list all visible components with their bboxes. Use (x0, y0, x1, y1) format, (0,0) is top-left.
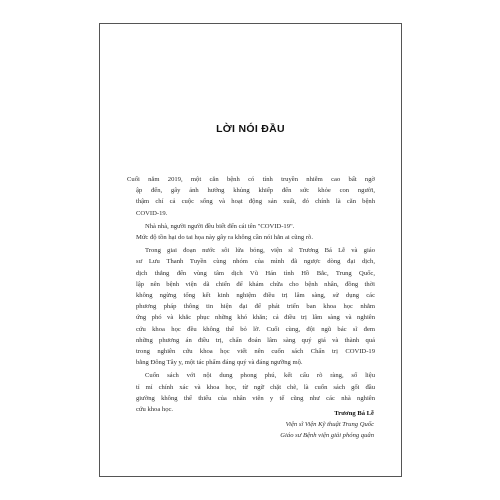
paragraph-line: sư Lưu Thanh Tuyền cùng nhóm của mình đã ngược dòng đại dịch, (136, 258, 375, 266)
paragraph-line: không ngừng tổng kết kinh nghiệm điều trị lâm sàng, sử dụng các (136, 292, 375, 300)
paragraph-line: tỉ mỉ chính xác và khoa học, từ ngữ chặt chẽ, là cuốn sách gối đầu (136, 383, 375, 391)
paragraph-3 (127, 245, 375, 368)
paragraph-line: những phương án điều trị, chẩn đoán lâm sàng quý giá và thành quả (136, 336, 375, 344)
paragraph-line: trong nghiên cứu khoa học viết nên cuốn sách Chẩn trị COVID-19 (136, 348, 375, 356)
signature-role: Giáo sư Bệnh viện giải phóng quân (280, 432, 374, 440)
paragraph-line: Trong giai đoạn nước sôi lửa bỏng, viện sĩ Trương Bá Lễ và giáo (145, 247, 375, 255)
paragraph-line: lập nên bệnh viện dã chiến để khám chữa cho bệnh nhân, đồng thời (136, 280, 375, 288)
paragraph-line: COVID-19. (136, 209, 168, 217)
signature-name: Trương Bá Lễ (334, 410, 374, 417)
signature-role: Viện sĩ Viện Kỹ thuật Trung Quốc (285, 421, 374, 429)
book-page (99, 23, 402, 477)
paragraph-2 (127, 221, 375, 243)
paragraph-line: Mức độ tồn hại do tai họa này gây ra không cần nói hẳn ai cũng rõ. (136, 234, 313, 242)
signature-block (280, 408, 374, 442)
preface-body (127, 174, 375, 417)
paragraph-line: cứu khoa học. (136, 406, 174, 414)
paragraph-line: thậm chí cả cuộc sống và hoạt động sản xuất, đó chính là căn bệnh (136, 198, 375, 206)
paragraph-line: bằng Đông Tây y, một tác phẩm đáng quý và đáng ngưỡng mộ. (136, 359, 303, 367)
paragraph-line: ứng phó và khắc phục những khó khăn; cả điều trị lâm sàng và nghiên (136, 314, 375, 322)
paragraph-line: ập đến, gây ảnh hưởng khủng khiếp đến sức khỏe con người, (136, 187, 375, 195)
page-title: LỜI NÓI ĐẦU (216, 123, 285, 135)
paragraph-line: giường không thể thiếu của nhân viên y tế cũng như các nhà nghiên (136, 394, 375, 402)
paragraph-line: dịch thẳng đến vùng tâm dịch Vũ Hán tỉnh Hồ Bắc, Trung Quốc, (136, 269, 375, 277)
paragraph-1 (127, 174, 375, 219)
paragraph-line: phương pháp thông tin hiện đại để phát triển ban khoa học nhằm (136, 303, 375, 311)
paragraph-line: Cuối năm 2019, một căn bệnh có tính truyền nhiễm cao bất ngờ (127, 176, 375, 183)
paragraph-line: Cuốn sách với nội dung phong phú, kết cấu rõ ràng, số liệu (145, 372, 375, 380)
paragraph-line: Nhà nhà, người người đều biết đến cái tên "COVID-19". (145, 222, 295, 230)
paragraph-line: cứu khoa học đều không thể bỏ lỡ. Cuối cùng, đội ngũ bác sĩ đem (136, 325, 375, 333)
